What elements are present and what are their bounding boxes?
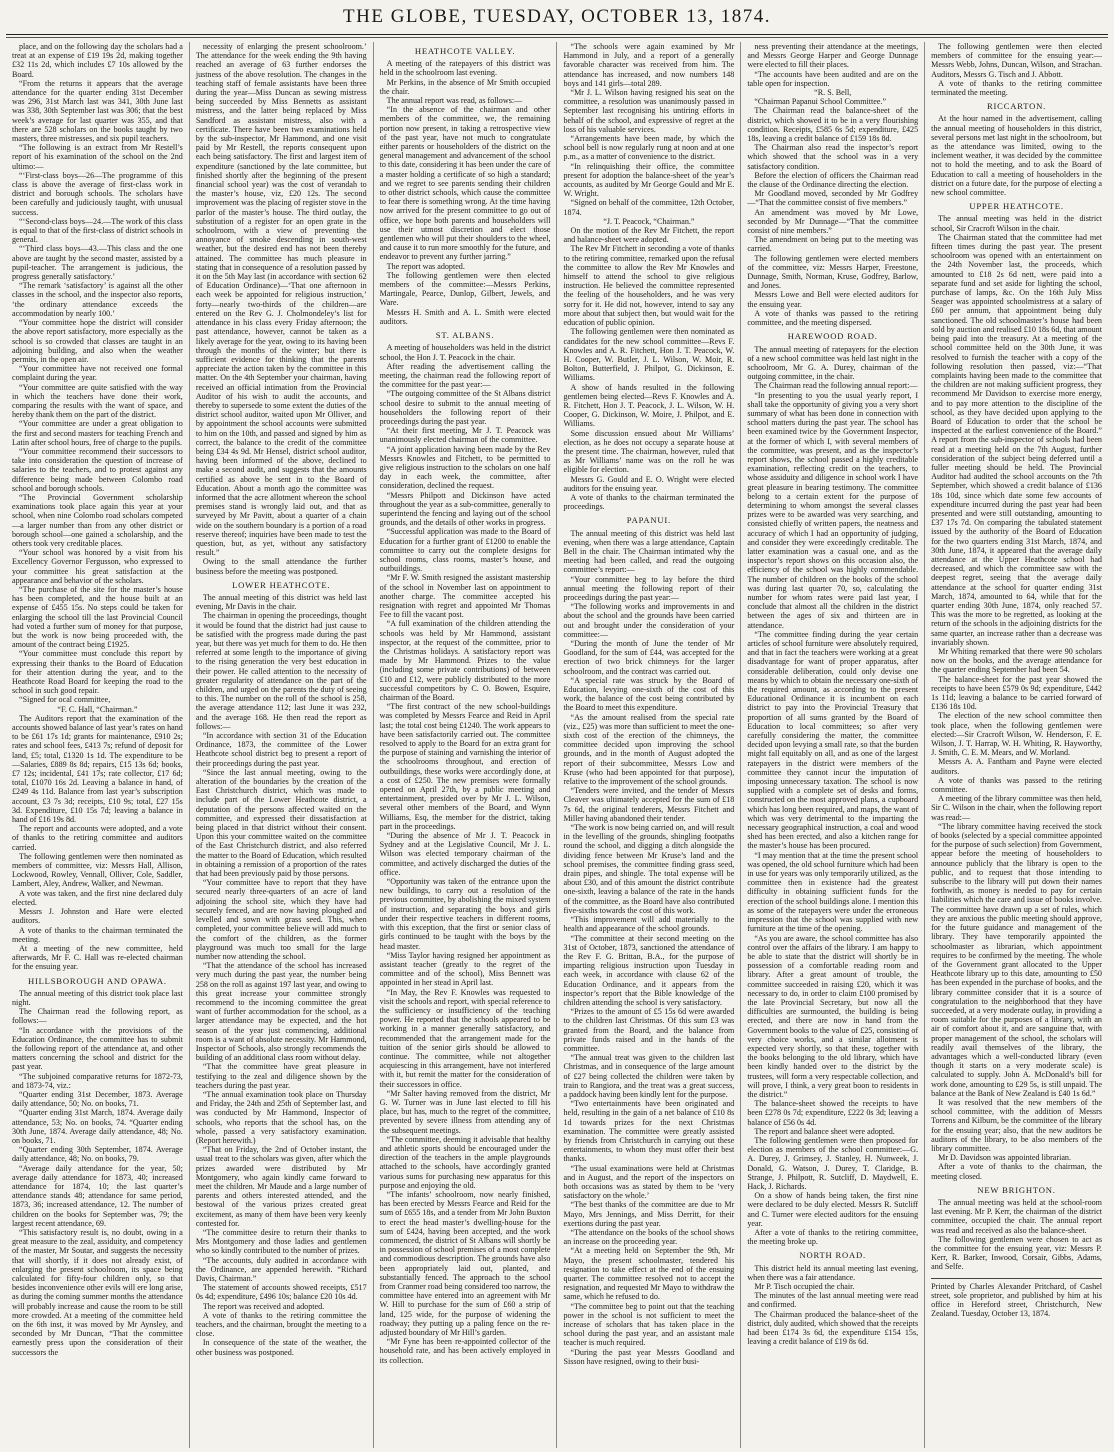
paragraph: The following gentlemen were then elected members of the committee:—Messrs Perkins, Martingale, Pearce, Dunlop, Gilbert, Jewels, and Ware. (379, 270, 551, 308)
column-3 (373, 42, 557, 1448)
paragraph: “The first contract of the new school-buildings was completed by Messrs Fearce and Reid in April last; the total cost being £1240. The work appears to have been satisfactorily carried out. The committee resolved to apply to the Board for an extra grant for the purpose of staining and varnishing the interior of the schoolrooms throughout, and erection of outbuildings, these works were accordingly done, at a cost of £250. The new premises were formally opened on April 27th, by a public meeting and entertainment, presided over by Mr J. L. Wilson, several other members of the Board, and Wynn Williams, Esq, the member for the district, taking part in the proceedings. (379, 702, 551, 831)
paragraph: “Messrs Philpott and Dickinson have acted throughout the year as a sub-committee, generally to superintend the fencing and laying out of the school grounds, and the details of other works in progress. (379, 490, 551, 528)
paragraph: A vote of thanks to the chairman terminated the meeting. (12, 925, 183, 944)
paragraph: “Miss Taylor having resigned her appointment as assistant teacher (greatly to the regret of the committee and of the school), Miss Bennett was appointed in her stead in April last. (379, 950, 551, 988)
paragraph: The annual meeting was held at the school-room last evening. Mr P. Kerr, the chairman of the district committee, occupied the chair. The annual report was read and received as also the balance-sheet. (931, 1197, 1102, 1235)
paragraph: “The purchase of the site for the master’s house has been completed, and the house built at an expense of £455 15s. No steps could be taken for enlarging the school till the last Provincial Council had voted a further sum of money for that purpose, but the work is now being proceeded with, the amount of the contract being £1925. (12, 584, 183, 650)
paragraph: Mr Whiting remarked that there were 90 scholars now on the books, and the average attendance for the quarter ending September had been 54. (931, 647, 1102, 675)
paragraph: “Chairman Papanui School Committee.” (754, 97, 887, 107)
paragraph: “Successful application was made to the Board of Education for a further grant of £1200 to enable the committee to carry out the complete designs for school rooms, class rooms, master’s house, and outbuildings. (379, 527, 551, 574)
paragraph: “In accordance with section 31 of the Education Ordinance, 1873, the committee of the Lower Heathcote school district beg to present a report of their proceedings during the past year. (195, 731, 367, 768)
paragraph: The Auditors report that the examination of the accounts showed balance of last year’s rates on hand to be £61 17s 1d; grants for maintenance, £910 2s; rates and school fees, £413 7s; refund of deposit for land, £5; total, £1320 1s 1d. The expenditure to be—Salaries, £889 8s 8d; repairs, £15 13s 6d; books, £7 12s; incidental, £41 17s; rate collector, £17 6d; total, £1070 16s 2d. Leaving a balance in hand, of £249 4s 11d. Balance from last year’s subscription account, £3 7s 3d; receipts, £10 9s; total, £27 15s 3d. Expenditure, £10 15s 7d; leaving a balance in hand of £16 19s 8d. (12, 713, 183, 825)
paragraph: A meeting of householders was held in the district school, the Hon J. T. Peacock in the chair. (379, 343, 551, 362)
paragraph: The Chairman also read the inspector’s report which showed that the school was in a very satisfactory condition. (747, 143, 919, 171)
paragraph: “Opportunity was taken of the entrance upon the new buildings, to carry out a resolution of the previous committee, by abolishing the mixed system of instruction, and separating the boys and girls under their respective teachers in different rooms, with this exception, that the first or senior class of girls continued to be taught with the boys by the head master. (379, 877, 551, 951)
paragraph: “Your committee beg to lay before the third annual meeting the following report of their proceedings during the past year:— (563, 574, 735, 602)
paragraph: The Chairman produced the balance-sheet of the district, duly audited, which showed that the receipts had been £174 3s 6d, the expenditure £154 15s, leaving a credit balance of £19 8s 6d. (747, 1309, 919, 1347)
paragraph: After reading the advertisement calling the meeting, the chairman read the following report of the committee for the past year:— (379, 361, 551, 390)
paragraph: The following gentlemen were chosen to act as the committee for the ensuing year, viz: Messrs P. Kerr, R. Barker, Inwood, Corsair, Gibbs, Adams, and Selfe. (931, 1234, 1102, 1272)
section-heading: RICCARTON. (986, 101, 1047, 112)
paragraph: “The Provincial Government scholarship examinations took place again this year at your school, when nine Colombo road scholars competed—a larger number than from any other district or borough school—one gained a scholarship, and the others took very creditable places. (12, 492, 183, 548)
paragraph: The following gentlemen were then elected members of committee for the ensuing year:—Messrs Webb, Johns, Duncan, Wilson, and Strachan. Auditors, Messrs G. Tisch and J. Abbott. (931, 42, 1102, 79)
paragraph: “From the returns it appears that the average attendance for the quarter ending 31st December was 296, 31st March last was 341, 30th June last was 338, 30th September last was 306; that the best week’s average for last quarter was 355, and that there are 528 scholars on the books taught by two masters, three mistresses, and six pupil teachers. (12, 78, 183, 144)
paragraph: The following gentlemen were elected members of the committee, viz: Messrs Harper, Freestone, Dunnage, Smith, Norman, Kruse, Godfrey, Barlow, and Jones. (747, 253, 919, 291)
article-columns (6, 42, 1108, 1448)
paragraph: “The subjoined comparative returns for 1872-73, and 1873-74, viz.: (12, 1071, 183, 1090)
paragraph: “Quarter ending 30th September, 1874. Average daily attendance, 48; No. on books, 79. (12, 1145, 183, 1164)
paragraph: “Mr F. W. Smith resigned the assistant mastership of the school in November last on appointment to another charge. The committee accepted his resignation with regret and appointed Mr Thomas Fee to fill the vacant post. (379, 573, 551, 620)
paragraph: “The schools were again examined by Mr Hammond in July, and a report of a generally favorable character was received from him. The attendance has increased, and now numbers 148 boys and 141 girls—total 289. (563, 42, 735, 88)
paragraph: “Your committee recommend their successors to take into consideration the question of increase of salaries to the teachers, and to protest against any difference being made between Colombo road school and borough schools. (12, 446, 183, 493)
paragraph: Messrs A. A. Fantham and Payne were elected auditors. (931, 757, 1102, 776)
paragraph: On a show of hands being taken, the first nine were declared to be duly elected. Messrs R. Sutcliff and C. Turner were elected auditors for the ensuing year. (747, 1191, 919, 1228)
paragraph: “The library committee having received the stock of books (selected by a special committee appointed for the purpose of such selection) from Government, appear before the meeting of householders to announce publicly that the library is open to the public, and to request that those intending to subscribe to the library will put down their names forthwith, as money is needed to pay for certain liabilities which the care and issue of books involve. The committee have drawn up a set of rules, which they are anxious the public meeting should approve, for the future guidance and management of the library. They have temporarily appointed the schoolmaster as librarian, which appointment requires to be confirmed by the meeting. The whole of the Government grant allocated to the Upper Heathcote library up to this date, amounting to £50 has been expended in the purchase of books, and the library committee consider that it is a source of congratulation to the neighborhood that they have succeeded, at a very moderate outlay, in providing a room suitable for the purposes of a library, with an air of comfort about it, and are sanguine that, with proper management of the school, the scholars will readily avail themselves of the library, the advantages which a well-conducted library (even though it starts on a very moderate scale) is calculated to supply. John A. McDonald’s bill for work done, amounting to £29 5s, is still unpaid. The balance at the Bank of New Zealand is £40 1s 6d.” (931, 821, 1102, 1098)
paragraph: “I may mention that at the time the present school was opened, the old school furniture which had been in use for years was only temporarily utilized, as the committee then in existence had the greatest difficulty in obtaining sufficient funds for the erection of the school buildings alone. I mention this as some of the ratepayers were under the erroneous impression that the school was supplied with new furniture at the time of the opening. (747, 850, 919, 934)
paragraph: A vote of thanks to the retiring committee the teachers, and the chairman, brought the meeting to a close. (195, 1310, 367, 1339)
paragraph: The Chairman read the following report, as follows:— (12, 1007, 183, 1026)
column-2 (189, 42, 373, 1448)
paragraph: The Chairman read the balance-sheet of the district, which showed it to be in a very flourishing condition. Receipts, £585 6s 5d; expenditure, £425 18s, leaving a credit balance of £159 18s 8d. (747, 106, 919, 144)
paragraph: Before the election of officers the Chairman read the clause of the Ordinance directing the election. (747, 170, 919, 190)
paragraph: “During the past year Messrs Goodland and Sisson have resigned, owing to their busi- (563, 1347, 735, 1366)
masthead-rule (6, 34, 1108, 35)
paragraph: A vote of thanks was passed to the retiring committee. (931, 775, 1102, 795)
paragraph: necessity of enlarging the present schoolroom.’ The attendance for the week ending the 9th having reached an average of 63 further endorses the justness of the above resolution. The changes in the teaching staff of female assistants have been three during the year—Miss Duncan as sewing mistress being succeeded by Miss Bennetts as assistant mistress, and the latter being replaced by Miss Sandford as assistant mistress, also with a certificate. There have been two examinations held by the sub-inspector, Mr Hammond, and one visit paid by Mr Restell, the reports consequent upon each being satisfactory. The first and largest item of expenditure (sanctioned by the late committee, but finished shortly after the beginning of the present financial school year) was the cost of verandah to the master’s house, viz, £20 12s. The second improvement was the placing of register stove in the parlor of the master’s house. The third outlay, the substitution of a register for an open grate in the schoolroom, with a view of preventing the annoyance of smoke descending in south-west weather, but the desired end has not been thereby attained. The committee has much pleasure in stating that in consequence of a resolution passed by it on the 5th May last (in accordance with section 62 of Education Ordinance)—‘That one afternoon in each week be appointed for religious instruction,’ forty—nearly two-thirds of the children—are entered on the Rev G. J. Cholmondeley’s list for attendance in his class every Friday afternoon; the past attendance, however, cannot be taken as a likely average for the year, owing to its having been through the months of the winter; but there is sufficient evidence for thinking that the parents appreciate the action taken by the committee in this matter. On the 4th September your chairman, having received an official intimation from the Provincial Auditor of his wish to audit the accounts, and thereby to supersede to some extent the duties of the district school auditor, waited upon Mr Olliver, and by appointment the school accounts were submitted to him on the 10th, and passed and signed by him as correct, the balance to the credit of the committee being £34 4s 9d. Mr Hensel, district school auditor, having been informed of the above, declined to make a second audit, and suggests that the amounts certified as above be sent in to the Board of Education. About a month ago the committee was informed that the acre allotment whereon the school premises stand is wrongly laid out, and that as surveyed by Mr Pavitt, about a quarter of a chain wide on the southern boundary is a portion of a road reserve thereof; inquiries have been made to test the question, but, as yet, without any satisfactory result.” (195, 42, 367, 558)
paragraph: Mr Goodland moved, seconded by Mr Godfrey—“That the committee consist of five members.” (747, 189, 919, 208)
section-heading: HILLSBOROUGH AND OPAWA. (27, 975, 167, 986)
paragraph: “The accounts, duly audited in accordance with the Ordinance, are appended herewith. “Richard Davis, Chairman.” (195, 1255, 367, 1284)
paragraph: The following gentlemen were then nominated as candidates for the new school committee—Revs F. Knowles and A. R. Fitchett, Hon J. T. Peacock, W. H. Cooper, W. Butler, J. L. Wilson, W. Moir, R. Bolton, Butterfield, J. Philpot, G. Dickinson, E. Williams. (563, 327, 735, 383)
paragraph: “A joint application having been made by the Rev Messrs Knowles and Fitchett, to be permitted to give religious instruction to the scholars on one half day in each week, the committee, after consideration, declined the request. (379, 444, 551, 491)
paragraph: On the motion of the Rev Mr Fitchett, the report and balance-sheet were adopted. (563, 226, 735, 245)
paragraph: “‘First-class boys—26—The programme of this class is above the average of first-class work in district and borough schools. The scholars have been carefully and judiciously taught, with unusual success. (12, 170, 183, 217)
paragraph: “In May, the Rev F. Knowles was requested to visit the schools and report, with special reference to the sufficiency or insufficiency of the teaching power. He reported that the schools appeared to be working in a manner generally satisfactory, and recommended that the arrangement made for the tuition of the senior girls should be allowed to continue. The committee, while not altogether acquiescing in this arrangement, have not interfered with it, but remit the matter for the consideration of their successors in office. (379, 987, 551, 1089)
paragraph: “Tenders were invited, and the tender of Messrs Cleaver was ultimately accepted for the sum of £18 7s 6d, the original tenderers, Messrs Fitchett and Miller having abandoned their tender. (563, 786, 735, 823)
paragraph: “The annual examination took place on Thursday and Friday, the 24th and 25th of September last, and was conducted by Mr Hammond, Inspector of schools, who reports that the school has, on the whole, passed a very satisfactory examination. (Report herewith.) (195, 1089, 367, 1145)
paragraph: “A special rate was struck by the Board of Education, levying one-sixth of the cost of this work, the balance of the cost being contributed by the Board to meet this expenditure. (563, 675, 735, 713)
paragraph: “The following works and improvements in and about the school and the grounds have been carried out and brought under the consideration of your committee:— (563, 602, 735, 639)
paragraph: “The usual examinations were held at Christmas and in August, and the report of the inspectors on both occasions was as stated by them to be ‘very satisfactory on the whole.’ (563, 1163, 735, 1201)
section-heading: UPPER HEATHCOTE. (969, 201, 1064, 212)
paragraph: “Prizes to the amount of £5 15s 6d were awarded to the children last Christmas. Of this sum £3 was granted from the Board, and the balance from private funds raised and in the hands of the committee. (563, 1007, 735, 1053)
paragraph: “This improvement will add materially to the health and appearance of the school grounds. (563, 915, 735, 934)
paragraph: “Your committee are quite satisfied with the way in which the teachers have done their work, comparing the results with the want of space, and hereby thank them on the part of the district. (12, 382, 183, 420)
paragraph: “Average daily attendance for the year, 50; average daily attendance for 1873, 40; increased attendance for 1874, 10; the last quarter’s attendance stands 48; attendance for same period, 1873, 36; increased attendance, 12. The number of children on the books for September was, 79; the largest recent attendance, 69. (12, 1163, 183, 1228)
paragraph: “The committee, deeming it advisable that healthy and athletic sports should be encouraged under the direction of the teachers in the ample playgrounds attached to the schools, have accordingly granted various sums for purchasing new apparatus for this purpose and enjoying the old. (379, 1134, 551, 1190)
paragraph: The statement of accounts showed receipts, £517 0s 4d; expenditure, £496 10s; balance £20 10s 4d. (195, 1283, 367, 1302)
paragraph: The balance-sheet for the past year showed the receipts to have been £579 0s 9d; expenditure, £442 1s 11d; leaving a balance to be carried forward of £136 18s 10d. (931, 674, 1102, 712)
section-heading: NEW BRIGHTON. (977, 1184, 1056, 1195)
paragraph: “The attendance on the books of the school shows an increase on the proceeding year. (563, 1228, 735, 1247)
paragraph: After a vote of thanks to the chairman, the meeting closed. (931, 1162, 1102, 1181)
section-heading: PAPANUI. (626, 515, 671, 526)
paragraph: “As you are aware, the school committee has also control over the affairs of the library. I am happy to be able to state that the district will shortly be in possession of a comfortable reading room and library. After a great amount of trouble, the committee succeeded in raising £20, which it was necessary to do, in order to claim £100 promised by the late Provincial Secretary, but now all the difficulties are surmounted, the building is being erected, and there are now in hand from the Government books to the value of £25, consisting of very choice works, and a similar allotment is expected very shortly, so that these, together with the books belonging to the old library, which have been kindly handed over to the district by the trustees, will form a very respectable collection, and will prove, I think, a very great boon to residents in the district.” (747, 933, 919, 1099)
column-6 (924, 42, 1108, 1448)
paragraph: “In presenting to you the usual yearly report, I shall take the opportunity of giving you a very short summary of what has been done in connection with school matters during the past year. The school has been examined twice by the Government Inspector, at the former of which I, with several members of the committee, was present, and as the inspector’s report shows, the school passed a highly creditable examination, reflecting credit on the teachers, to whose assiduity and diligence in school work I have great pleasure in bearing testimony. The committee belong to a certain extent for the purpose of determining to whom amongst the several classes prizes were to be awarded was very searching, and consisted chiefly of written papers, the neatness and accuracy of which I had an opportunity of judging, and consider they were exceedingly creditable. The latter examination was a casual one, and as the inspector’s report shows on this occasion also, the efficiency of the school was highly commendable. The number of children on the books of the school was during last quarter 70, so, calculating the number for whom rates were paid last year, I conclude that almost all the children in the district between the ages of six and thirteen are in attendance. (747, 390, 919, 630)
paragraph: “In the absence of the chairman and other members of the committee, we, the remaining portion now present, in taking a retrospective view of the past year, have not much to congratulate either parents or householders of the district on the general management and advancement of the school to this date, considering it has been under the care of a master holding a certificate of so high a standard; and we regret to see parents sending their children to other district schools, which cause the committee to fear there is something wrong. At the time having now arrived for the present committee to go out of office, we hope both parents and householders will use their utmost discretion and elect those gentlemen who will put their shoulders to the wheel, and cause it to run more smoothly for the future, and endeavor to prevent any further jarring.” (379, 105, 551, 262)
paragraph: “The following is an extract from Mr Restell’s report of his examination of the school on the 2nd ultimo:— (12, 143, 183, 171)
paragraph: The annual meeting of this district took place last night. (12, 988, 183, 1007)
paragraph: “This satisfactory result is, no doubt, owing in a great measure to the zeal, assiduity, and competency of the master, Mr Soutar, and suggests the necessity that will shortly, if it does not already exist, of enlarging the present schoolroom, its space being calculated for fifty-four children only, so that besides inconvenience other evils will ere long arise, as during the coming summer months the attendance will probably increase and cause the room to be still more crowded. At a meeting of the committee held on the 6th inst, it was moved by Mr Aynsley, and seconded by Mr Duncan, “That the committee earnestly press upon the consideration of their successors the (12, 1228, 183, 1357)
paragraph: A vote of thanks to the chairman terminated the proceedings. (563, 492, 735, 512)
paragraph: The balance-sheet showed the receipts to have been £278 0s 7d; expenditure, £222 0s 3d; leaving a balance of £56 0s 4d. (747, 1099, 919, 1127)
paragraph: The following gentlemen were then proposed for election as members of the school committee:—G. A. Durey, J. Grimsey, J. Stanley, H. Nunweek, J. Donald, G. Watson, J. Durey, T. Claridge, B. Strange, J. Philpott, R. Sutcliff, D. Maydwell, E. Hack, J. Richards. (747, 1135, 919, 1191)
paragraph: The minutes of the last annual meeting were read and confirmed. (747, 1291, 919, 1310)
paragraph: Some discussion ensued about Mr Williams’ election, as he does not occupy a separate house at the present time. The chairman, however, ruled that as Mr Williams’ name was on the roll he was eligible for election. (563, 428, 735, 475)
paragraph: Mr Perkins, in the absence of Mr Smith occupied the chair. (379, 77, 551, 96)
paragraph: “Mr Fyne has been re-appointed collector of the household rate, and has been actively employed in its collection. (379, 1337, 551, 1365)
paragraph: Messrs G. Gould and E. O. Wright were elected auditors for the ensuing year. (563, 474, 735, 493)
paragraph: The annual meeting of this district was held last evening, when there was a large attendance, Captain Bell in the chair. The Chairman intimated why the meeting had been called, and read the outgoing committee’s report:— (563, 528, 735, 575)
paragraph: “The committee at their second meeting on the 31st of October, 1873, sanctioned the attendance of the Rev F. G. Brittan, B.A., for the purpose of imparting religious instruction upon Tuesday in each week, in accordance with clause 62 of the Education Ordinance, and it appears from the inspector’s report that the Bible knowledge of the children attending the school is very satisfactory. (563, 933, 735, 1007)
paragraph: “The committee desire to return their thanks to Mrs Montgomery and those ladies and gentlemen who so kindly contributed to the number of prizes. (195, 1228, 367, 1256)
paragraph: The annual report was read, as follows:— (386, 96, 523, 106)
paragraph: This district held its annual meeting last evening, when there was a fair attendance. (747, 1263, 919, 1282)
paragraph: “During the month of June the tender of Mr Goodland, for the sum of £44, was accepted for the erection of two brick chimneys for the larger schoolroom, and the contract was carried out. (563, 639, 735, 676)
paragraph: “Your committee hope the district will consider the above report satisfactory, more especially as the school is so crowded that classes are taught in an adjoining building, and also when the weather permits, in the open air. (12, 318, 183, 364)
paragraph: The report and accounts were adopted, and a vote of thanks to the retiring committee and auditors carried. (12, 824, 183, 852)
paragraph: In consequence of the state of the weather, the other business was postponed. (195, 1338, 367, 1357)
masthead-rule-secondary (6, 37, 1108, 38)
paragraph: “That on Friday, the 2nd of October instant, the usual treat to the scholars was given, after which the prizes awarded were distributed by Mr Montgomery, who again kindly came forward to meet the children. Mr Maude and a large number of parents and others interested attended, and the bestowal of the various prizes created great excitement, as many of them have been very keenly contested for. (195, 1145, 367, 1228)
paragraph: The Rev Mr Fitchett in seconding a vote of thanks to the retiring committee, remarked upon the refusal the committee to allow the Rev Mr Knowles and himself to attend the school to give religious instruction. He believed the committee represented the feeling of the householders, and he was very sorry for it. He did not, however, intend to say any more about that subject then, but would wait for the education of public opinion. (563, 244, 735, 328)
section-heading: HAREWOOD ROAD. (787, 331, 878, 342)
section-heading: NORTH ROAD. (799, 1250, 866, 1261)
paragraph: At a meeting of the new committee, held afterwards, Mr F. C. Hall was re-elected chairman for the ensuing year. (12, 943, 183, 972)
paragraph: “The outgoing committee of the St Albans district school desire to submit to the annual meeting of householders the following report of their proceedings during the past year. (379, 389, 551, 426)
paragraph: Owing to the small attendance the further business before the meeting was postponed. (195, 557, 367, 576)
paragraph: “A full examination of the children attending the schools was held by Mr Hammond, assistant inspector, at the request of the committee, prior to the Christmas holidays. A satisfactory report was made by Mr Hammond. Prizes to the value (including some private contributions) of between £10 and £12, were publicly distributed to the more successful competitors by C. O. Bowen, Esquire, chairman of the Board. (379, 619, 551, 703)
paragraph: “Arrangements have been made, by which the school bell is now regularly rung at noon and at one p.m., as a matter of convenience to the district. (563, 134, 735, 162)
paragraph: The annual meeting of this district was held last evening, Mr Davis in the chair. (195, 592, 367, 612)
paragraph: “Quarter ending 31st December, 1873. Average daily attendance, 50; No. on books, 71. (12, 1089, 183, 1109)
paragraph: At the hour named in the advertisement, calling the annual meeting of householders in this district, several persons met last night in the schoolroom, but as the attendance was limited, owing to the inclement weather, it was decided by the committee not to hold the meeting, and to ask the Board of Education to call a meeting of householders in the district on a future date, for the purpose of electing a new school committee. (931, 114, 1102, 198)
paragraph: “Your committee have to report that they have secured nearly three-quarters of an acre of land adjoining the school site, which they have had securely fenced, and are now having ploughed and levelled and sown with grass seed. This, when completed, your committee believe will add much to the comfort of the children, as the former playground was much too small for the large number now attending the school. (195, 878, 367, 961)
paragraph: “The best thanks of the committee are due to Mr Mayo, Mrs Jennings, and Miss Derritt, for their exertions during the past year. (563, 1200, 735, 1228)
paragraph: “Since the last annual meeting, owing to the alteration of the boundaries by the creation of the East Christchurch district, which was made to include part of the Lower Heathcote district, a deputation of the persons affected waited on the committee, and expressed their dissatisfaction at being placed in that district without their consent. Upon this your committee waited on the committee of the East Christchurch district, and also referred the matter to the Board of Education, which resulted in obtaining a remission of a proportion of the rates that had been previously paid by those persons. (195, 767, 367, 879)
paragraph: “Mr Salter having removed from the district, Mr G. W. Turner was in June last elected to fill his place, but has, much to the regret of the committee, prevented by severe illness from attending any of the subsequent meetings. (379, 1088, 551, 1135)
paragraph: “Your committee have not received one formal complaint during the year. (12, 364, 183, 383)
paragraph: Messrs Lowe and Bell were elected auditors for the ensuing year. (747, 290, 919, 309)
paragraph: A vote was taken, and the first nine declared duly elected. (12, 888, 183, 907)
paragraph: The annual meeting was held in the district school, Sir Cracroft Wilson in the chair. (931, 214, 1102, 233)
paragraph: A meeting of the library committee was then held, Sir C. Wilson in the chair, when the following report was read:— (931, 794, 1102, 822)
signature-line: “F. C. Hall, “Chairman.” (57, 704, 138, 714)
signature-line: “J. T. Peacock, “Chairman.” (603, 216, 695, 226)
section-heading: ST. ALBANS. (435, 330, 495, 341)
column-4 (556, 42, 740, 1448)
paragraph: The following gentlemen were then nominated as members of committee, viz: Messrs Hall, Allison, Lockwood, Rowley, Vennall, Olliver, Cole, Saddler, Lambert, Aley, Andrew, Walker, and Newman. (12, 851, 183, 889)
paragraph: “The committee finding during the year certain articles of school furniture were absolutely required, and that in fact the teachers were working at a great disadvantage for want of proper apparatus, after considerable deliberation, could only devise one means by which to obtain the necessary one-sixth of the required amount, as according to the present Educational Ordinance it is incumbent on each district to pay into the Provincial Treasury that proportion of all sums granted by the Board of Education to local committees; so after very carefully considering the matter, the committee decided upon levying a small rate, so that the burden might fall equitably on all, and as one of the largest ratepayers in the district were members of the committee they cannot incur the imputation of imposing unnecessary taxation. The school is now supplied with a complete set of desks and forms, constructed on the most approved plans, a cupboard which has long been required, and maps, the want of which was very detrimental to the imparting the necessary geographical instruction, a coal and wood shed has been erected, and also a kitchen range for the master’s house has been procured. (747, 629, 919, 851)
paragraph: “Signed for ocal committee, (19, 695, 111, 705)
paragraph: place, and on the following day the scholars had a treat at an expense of £19 19s 2d, making together £32 11s 2d, which includes £7 10s allowed by the Board. (12, 42, 183, 79)
paragraph: After a vote of thanks to the retiring committee, the meeting broke up. (747, 1228, 919, 1247)
paragraph: The report was received and adopted. (202, 1301, 325, 1311)
paragraph: The report and balance sheet were adopted. (754, 1126, 895, 1136)
paragraph: A show of hands resulted in the following gentlemen being elected—Revs F. Knowles and A. R. Fitchett, Hon J. T. Peacock, J. L. Wilson, W. H. Cooper, G. Dickinson, W. Moire, J. Philpot, and E. Williams. (563, 382, 735, 429)
paragraph: A vote of thanks was passed to the retiring committee, and the meeting dispersed. (747, 308, 919, 328)
paragraph: “Quarter ending 31st March, 1874. Average daily attendance, 53; No. on books, 74. “Quarter ending 30th June, 1874. Average daily attendance, 48; No. on books, 71. (12, 1108, 183, 1145)
paragraph: “Your school was honored by a visit from his Excellency Governor Fergusson, who expressed to your committee his great satisfaction at the appearance and behavior of the scholars. (12, 548, 183, 585)
paragraph: “During the absence of Mr J. T. Peacock in Sydney and at the Legislative Council, Mr J. L. Wilson was elected temporary chairman of the committee, and actively discharged the duties of the office. (379, 831, 551, 877)
paragraph: ness preventing their attendance at the meetings, and Messrs George Harper and George Dunnage were elected to fill their places. (747, 42, 919, 70)
paragraph: “Your committee must conclude this report by expressing their thanks to the Board of Education for their attention during the year, and to the Heathcote Road Board for keeping the road to the school in such good repair. (12, 649, 183, 696)
paragraph: “As the amount realised from the special rate (viz., £25) was more than sufficient to meet the one-sixth cost of the erection of the chimneys, the committee decided upon improving the school grounds, and in the month of August adopted the report of their subcommittee, Messrs Low and Kruse (who had been appointed for that purpose), relative to the improvement of the school grounds. (563, 712, 735, 787)
paragraph: “Two entertainments have been originated and held, resulting in the gain of a net balance of £10 8s 1d towards prizes for the next Christmas examination. The committee were greatly assisted by friends from Christchurch in carrying out these entertainments, to whom they must offer their best thanks. (563, 1099, 735, 1164)
paragraph: “At a meeting held on September the 9th, Mr Mayo, the present schoolmaster, tendered his resignation to take effect at the end of the ensuing quarter. The committee resolved not to accept the resignation, and requested Mr Mayo to withdraw the same, which he refused to do. (563, 1246, 735, 1302)
section-heading: HEATHCOTE VALLEY. (414, 46, 516, 56)
paragraph: “The remark ‘satisfactory’ is against all the other classes in the school, and the inspector also reports, ‘the ordinary attendance exceeds the accommodation by nearly 100.’ (12, 281, 183, 318)
section-heading: LOWER HEATHCOTE. (232, 579, 331, 590)
masthead: THE GLOBE, TUESDAY, OCTOBER 13, 1874. (343, 6, 771, 27)
signature-line: “R. S. Bell, (814, 88, 852, 98)
paragraph: The Chairman stated that the committee had met fifteen times during the past year. The present schoolroom was opened with an entertainment on the 24th November last, the proceeds, which amounted to £18 2s 6d nett, were paid into a separate fund and set aside for lighting the school, purchase of lamps, &c. On the 16th July Miss Seager was appointed schoolmistress at a salary of £60 per annum, that appointment being duly sanctioned. The old schoolmaster’s house had been sold by auction and realised £10 18s 6d, that amount being paid into the treasury. At a meeting of the school committee held on the 30th June, it was resolved to furnish the teacher with a copy of the following resolution then passed, viz:—“That complaints having been made to the committee that the children are not making sufficient progress, they recommend Mr Davidson to exercise more energy, and to pay more attention to the discipline of the school, as they have decided upon applying to the Board of Education to order that the school be inspected at the earliest convenience of the Board.” A report from the sub-inspector of schools had been read at a meeting held on the 7th August, further consideration of the subject being deferred until a fuller meeting should be held. The Provincial Auditor had audited the school accounts on the 7th September, which showed a credit balance of £136 18s 10d, since which date some few accounts of expenditure incurred during the past year had been presented and were still outstanding, amounting to £37 17s 7d. On comparing the tabulated statement issued by the authority of the Board of Education for the two quarters ending 31st March, 1874, and 30th June, 1874, it appeared that the average daily attendance at the Upper Heathcote school had decreased, and which the committee saw with the deepest regret, seeing that the average daily attendance at the school for quarter ending 31st March, 1874, amounted to 64, while that for the quarter ending 30th June, 1874, only reached 57. This was the more to be regretted, as looking at the return of the schools in the adjoining districts for the same quarter, an increase rather than a decrease was invariably shown. (931, 232, 1102, 647)
paragraph: “At their first meeting, Mr J. T. Peacock was unanimously elected chairman of the committee. (379, 426, 551, 445)
paragraph: Messrs H. Smith and A. L. Smith were elected auditors. (379, 307, 551, 326)
paragraph: “Signed on behalf of the committee, 12th October, 1874. (563, 198, 735, 217)
paragraph: “‘Second-class boys—24.—The work of this class is equal to that of the first-class of district schools in general. (12, 216, 183, 245)
paragraph: “The committee beg to point out that the teaching power in the school is not sufficient to meet the increase of scholars that has taken place in the school during the past year, and an assistant male teacher is much required. (563, 1301, 735, 1348)
paragraph: It was resolved that the new members of the school committee, with the addition of Messrs Torrens and Kilburn, be the committee of the library for the ensuing year; also, that the new auditors be auditors of the library, to be also members of the library committee. (931, 1097, 1102, 1153)
paragraph: The report was adopted. (386, 261, 465, 271)
paragraph: Mr D. Davidson was appointed librarian. (938, 1153, 1071, 1163)
paragraph: “In relinquishing their office, the committee present for adoption the balance-sheet of the year’s accounts, as audited by Mr George Gould and Mr E. W. Wright. (563, 161, 735, 199)
paragraph: “The work is now being carried on, and will result in the levelling of the grounds, shingling footpaths round the school, and digging a ditch alongside the dividing fence between Mr Kruse’s land and the school premises, the committee finding grass seed, drain pipes, and shingle. The total expense will be about £30, and of this amount the district contribute one-sixth, leaving a balance of the rate in the hands of the committee, as the Board have also contributed five-sixths towards the cost of this work. (563, 823, 735, 915)
paragraph: A meeting of the ratepayers of this district was held in the schoolroom last evening. (379, 59, 551, 78)
paragraph: Messrs J. Johnston and Hare were elected auditors. (12, 907, 183, 926)
paragraph: “‘Third class boys—43.—This class and the one above are taught by the second master, assisted by a pupil-teacher. The arrangement is judicious, the progress generally satisfactory.’ (12, 244, 183, 282)
paragraph: The amendment on being put to the meeting was carried. (747, 235, 919, 254)
paragraph: An amendment was moved by Mr Lowe, seconded by Mr Dunnage—“That the committee consist of nine members.” (747, 207, 919, 236)
column-1 (6, 42, 189, 1448)
paragraph: The chairman in opening the proceedings, thought it would be found that the district had just cause to be satisfied with the progress made during the past year, but there was yet much for them to do. He then referred at some length to the importance of giving to the rising generation the very best education in their power. He called attention to the necessity of greater regularity of attendance on the part of the children, and urged on the parents the duty of seeing to this. The number on the roll of the school is 258, the average attendance 112; last June it was 232, and the average 168. He then read the report as follows:— (195, 611, 367, 731)
paragraph: “Your committee are under a great obligation to the first and second masters for teaching French and Latin after school hours, free of charge to the pupils. (12, 419, 183, 447)
paragraph: Mr P. Tisch occupied the chair. (754, 1282, 855, 1292)
paragraph: The election of the new school committee then took place, when the following gentlemen were elected:—Sir Cracroft Wilson, W. Henderson, F. E. Wilson, J. T. Harrap, W. H. Whiting, R. Hayworthy, J. Smith, C. E. M. Mears, and W. Morland. (931, 711, 1102, 758)
paragraph: The annual meeting of ratepayers for the election of a new school committee was held last night in the schoolroom, Mr G. A. Durey, chairman of the outgoing committee, in the chair. (747, 344, 919, 382)
printer-imprint: Printed by Charles Alexander Pritchard, of Cashel street, sole proprietor, and published by him at his office in Hereford street, Christchurch, New Zealand. Tuesday, October 13, 1874. (931, 1278, 1102, 1319)
paragraph: A vote of thanks to the retiring committee terminated the meeting. (931, 78, 1102, 98)
column-5 (740, 42, 924, 1448)
paragraph: “In accordance with the provisions of the Education Ordinance, the committee has to submit the following report of the attendance at, and other matters concerning the school and district for the past year. (12, 1025, 183, 1072)
paragraph: “The annual treat was given to the children last Christmas, and in consequence of the large amount of £27 being collected the children were taken by train to Rangiora, and the treat was a great success, a paddock having been kindly lent for the purpose. (563, 1053, 735, 1099)
paragraph: The Chairman read the following annual report:— (754, 381, 918, 391)
paragraph: “Mr J. L. Wilson having resigned his seat on the committee, a resolution was unanimously passed in September last recognising his untiring efforts in behalf of the school, and expressive of regret at the loss of his valuable services. (563, 88, 735, 134)
paragraph: “That the committee have great pleasure in testifying to the zeal and diligence shown by the teachers during the past year. (195, 1062, 367, 1090)
paragraph: “The infants’ schoolroom, now nearly finished, has been erected by Messrs Fearce and Reid for the sum of £655 18s, and a tender from Mr John Buxton to erect the head master’s dwelling-house for the sum of £424, having been accepted, and the work commenced, the district of St Albans will shortly be in possession of school premises of a most complete and commodious description. The grounds have also been appropriately laid out, planted, and substantially fenced. The approach to the school from Cranmer road being considered too narrow, the committee have entered into an agreement with Mr W. Hill to purchase for the sum of £60 a strip of land, 125 wide, for the purpose of widening the roadway; they putting up a paling fence on the re-adjusted boundary of Mr Hill’s garden. (379, 1189, 551, 1338)
paragraph: “The accounts have been audited and are on the table open for inspection. (747, 69, 919, 88)
paragraph: “That the attendance of the school has increased very much during the past year, the number being 258 on the roll as against 197 last year, and owing to this great increase your committee strongly recommend to the incoming committee the great want of further accommodation for the school, as a larger attendance may be expected, and the hot season of the year just commencing, additional room is a want of absolute necessity. Mr Hammond, Inspector of Schools, also strongly recommends the building of an additional class room without delay. (195, 961, 367, 1063)
